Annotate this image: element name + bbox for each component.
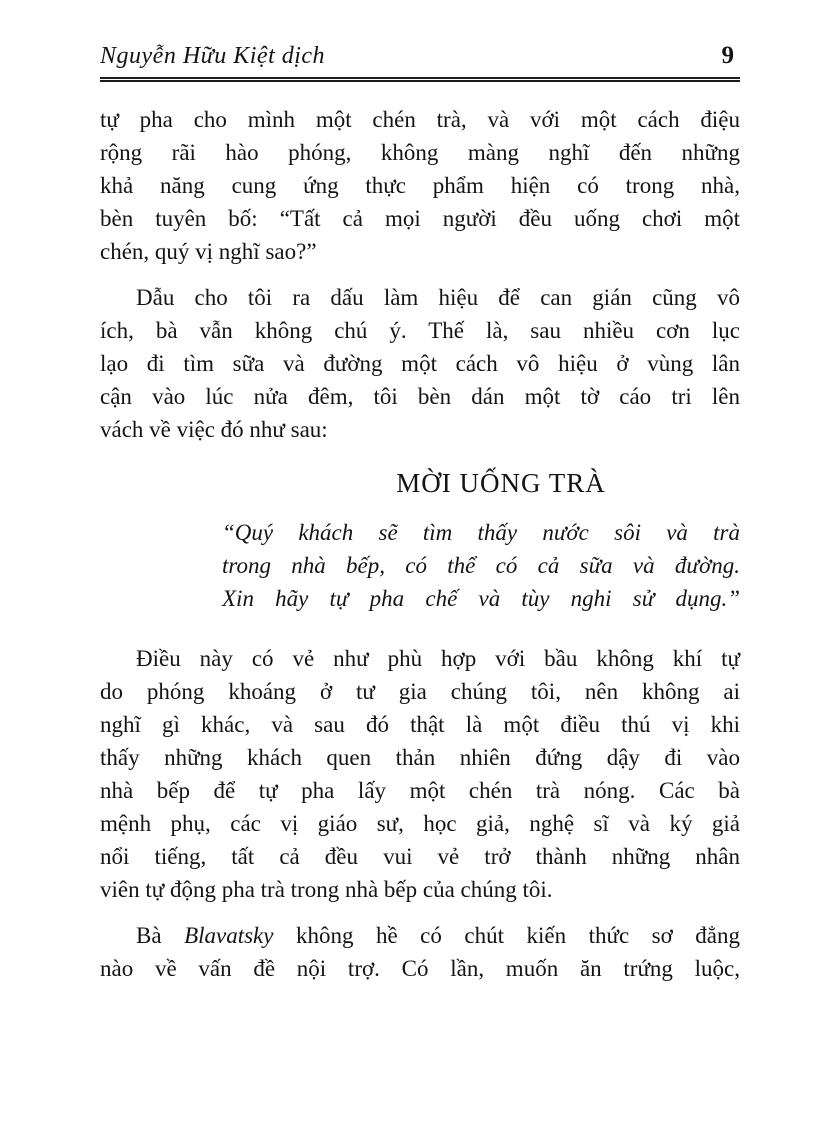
- text-line: nghĩ gì khác, và sau đó thật là một điều thú vị khi: [100, 712, 740, 737]
- text-segment: không hề có chút kiến thức sơ đẳng: [273, 923, 740, 948]
- text-line: ích, bà vẫn không chú ý. Thế là, sau nhiều cơn lục: [100, 318, 740, 343]
- text-line: nhà bếp để tự pha lấy một chén trà nóng. Các bà: [100, 778, 740, 803]
- body-text: [100, 103, 740, 985]
- text-line: [100, 919, 740, 952]
- text-line: rộng rãi hào phóng, không màng nghĩ đến những: [100, 140, 740, 165]
- text-line: cận vào lúc nửa đêm, tôi bèn dán một tờ cáo tri lên: [100, 384, 740, 409]
- text-line: tự pha cho mình một chén trà, và với một cách điệu: [100, 107, 740, 132]
- italic-name: Blavatsky: [184, 923, 274, 948]
- quote-line: “Quý khách sẽ tìm thấy nước sôi và trà: [222, 520, 740, 545]
- running-header-author: Nguyễn Hữu Kiệt dịch: [100, 43, 326, 69]
- page-number: 9: [721, 42, 734, 69]
- text-line: khả năng cung ứng thực phẩm hiện có trong nhà,: [100, 173, 740, 198]
- text-line: mệnh phụ, các vị giáo sư, học giả, nghệ sĩ và ký giả: [100, 811, 740, 836]
- text-line: nổi tiếng, tất cả đều vui vẻ trở thành những nhân: [100, 844, 740, 869]
- quote-line: trong nhà bếp, có thể có cả sữa và đường.: [222, 553, 740, 578]
- paragraph-1: [100, 103, 740, 268]
- text-line: Điều này có vẻ như phù hợp với bầu không khí tự: [136, 646, 740, 671]
- text-line: Dẫu cho tôi ra dấu làm hiệu để can gián cũng vô: [136, 285, 740, 310]
- text-line: do phóng khoáng ở tư gia chúng tôi, nên không ai: [100, 679, 740, 704]
- text-line: lạo đi tìm sữa và đường một cách vô hiệu ở vùng lân: [100, 351, 740, 376]
- text-segment: Bà: [136, 923, 185, 948]
- text-line: nào về vấn đề nội trợ. Có lần, muốn ăn trứng luộc,: [100, 956, 740, 981]
- page-header: [100, 42, 740, 70]
- paragraph-2: [100, 281, 740, 446]
- text-line: vách về việc đó như sau:: [100, 417, 328, 442]
- paragraph-4: [100, 919, 740, 985]
- quote-block: [222, 516, 740, 615]
- header-rule: [100, 77, 740, 82]
- text-line: viên tự động pha trà trong nhà bếp của chúng tôi.: [100, 877, 553, 902]
- quote-line: Xin hãy tự pha chế và tùy nghi sử dụng.”: [222, 586, 740, 611]
- paragraph-3: [100, 642, 740, 906]
- text-line: bèn tuyên bố: “Tất cả mọi người đều uống chơi một: [100, 206, 740, 231]
- notice-heading: MỜI UỐNG TRÀ: [396, 468, 606, 498]
- text-line: thấy những khách quen thản nhiên đứng dậy đi vào: [100, 745, 740, 770]
- text-line: chén, quý vị nghĩ sao?”: [100, 239, 317, 264]
